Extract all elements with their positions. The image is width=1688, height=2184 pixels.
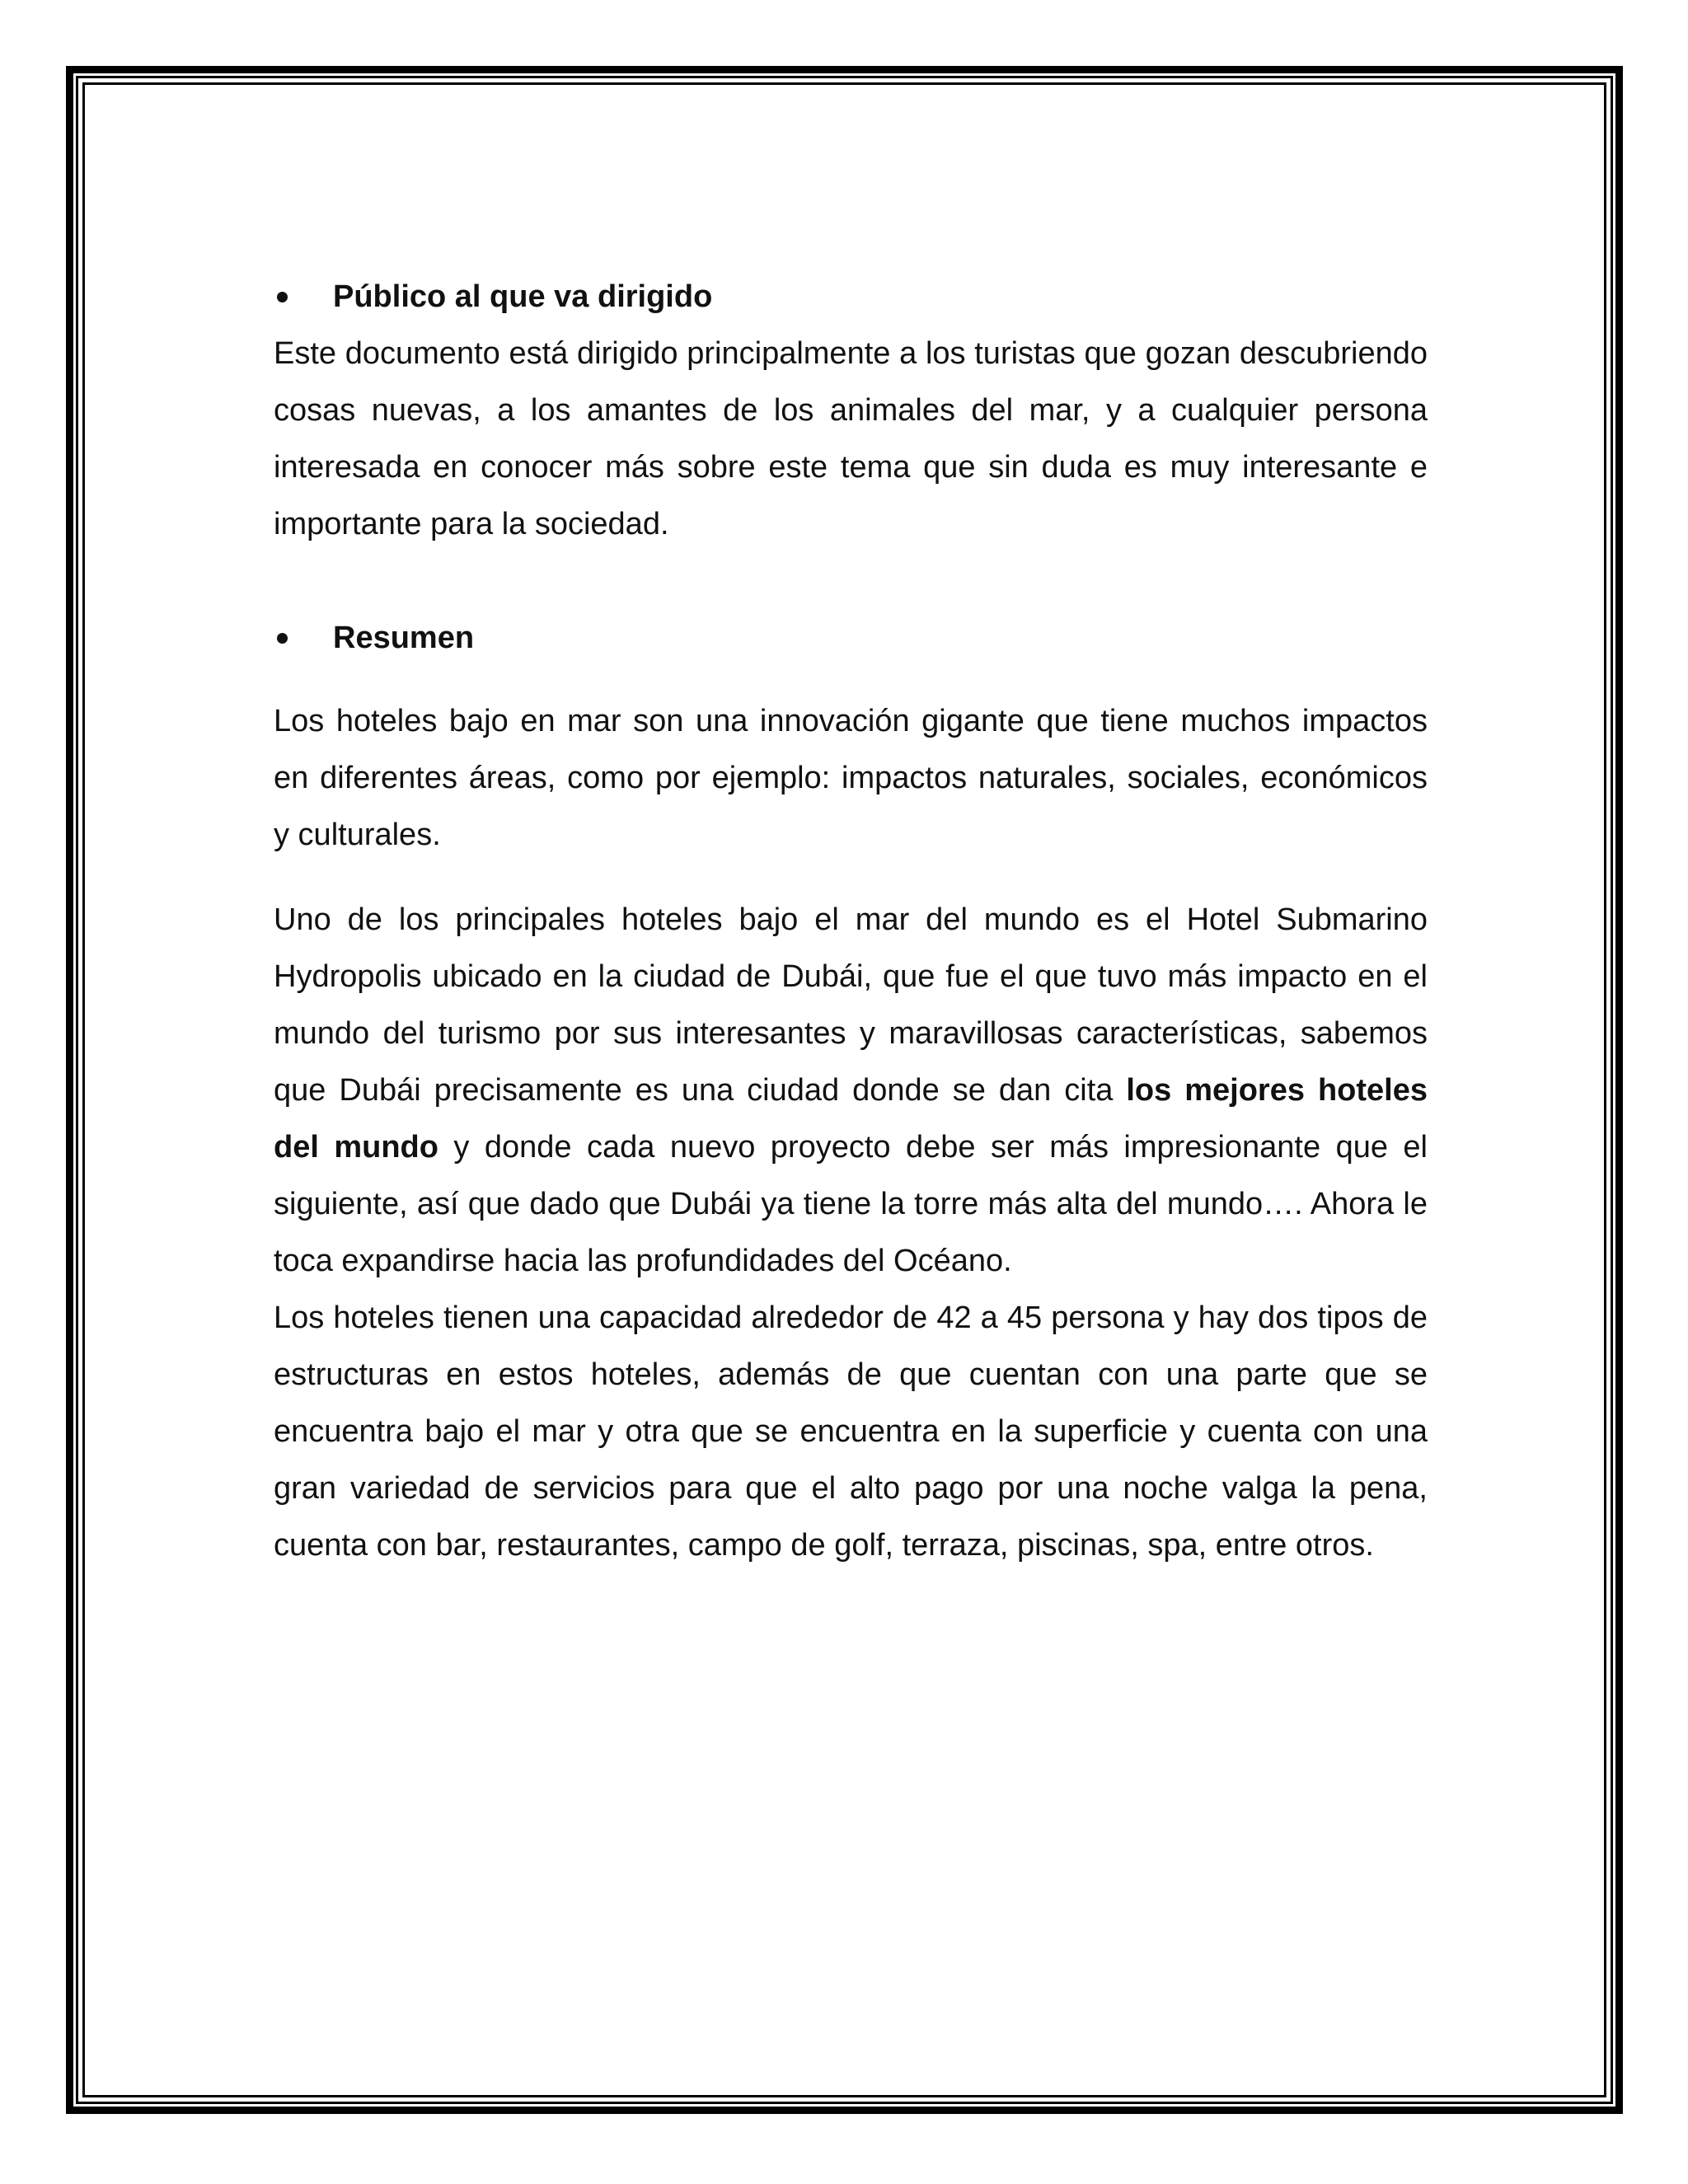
heading-text: Público al que va dirigido [333,279,713,314]
audience-paragraph: Este documento está dirigido principalmente a los turistas que gozan descubriendo cosas nuevas, a los amantes de los animales del mar, y a cualquier persona interesada en conocer más sobre este tema que sin duda es muy interesante e importante para la sociedad. [274,336,1428,541]
bullet-icon [277,292,288,302]
summary-paragraph-2-text-end: y donde cada nuevo proyecto debe ser más impresionante que el siguiente, así que dado que Dubái ya tiene la torre más alta del mundo…. Ahora le toca expandirse hacia las profundidades del Océano. [274,1130,1428,1278]
bullet-icon [277,633,288,644]
section-heading-audience [274,269,1428,326]
summary-paragraph-2 [274,892,1428,1290]
summary-paragraph-3: Los hoteles tienen una capacidad alrededor de 42 a 45 persona y hay dos tipos de estructuras en estos hoteles, además de que cuentan con una parte que se encuentra bajo el mar y otra que se encuentra en la superficie y cuenta con una gran variedad de servicios para que el alto pago por una noche valga la pena, cuenta con bar, restaurantes, campo de golf, terraza, piscinas, spa, entre otros. [274,1301,1428,1563]
document-body [274,269,1428,1574]
summary-paragraph-2-text: Uno de los principales hoteles bajo el mar del mundo es el Hotel Submarino Hydropolis ubicado en la ciudad de Dubái, que fue el que tuvo más impacto en el mundo del turismo por sus interesantes y maravillosas características, sabemos que Dubái precisamente es una ciudad donde se dan cita [274,902,1428,1108]
summary-paragraph-2-emphasis: los mejores hoteles del mundo [274,1073,1428,1165]
heading-text: Resumen [333,621,475,655]
summary-paragraph-1: Los hoteles bajo en mar son una innovación gigante que tiene muchos impactos en diferentes áreas, como por ejemplo: impactos naturales, sociales, económicos y culturales. [274,704,1428,852]
section-heading-summary [274,610,1428,667]
